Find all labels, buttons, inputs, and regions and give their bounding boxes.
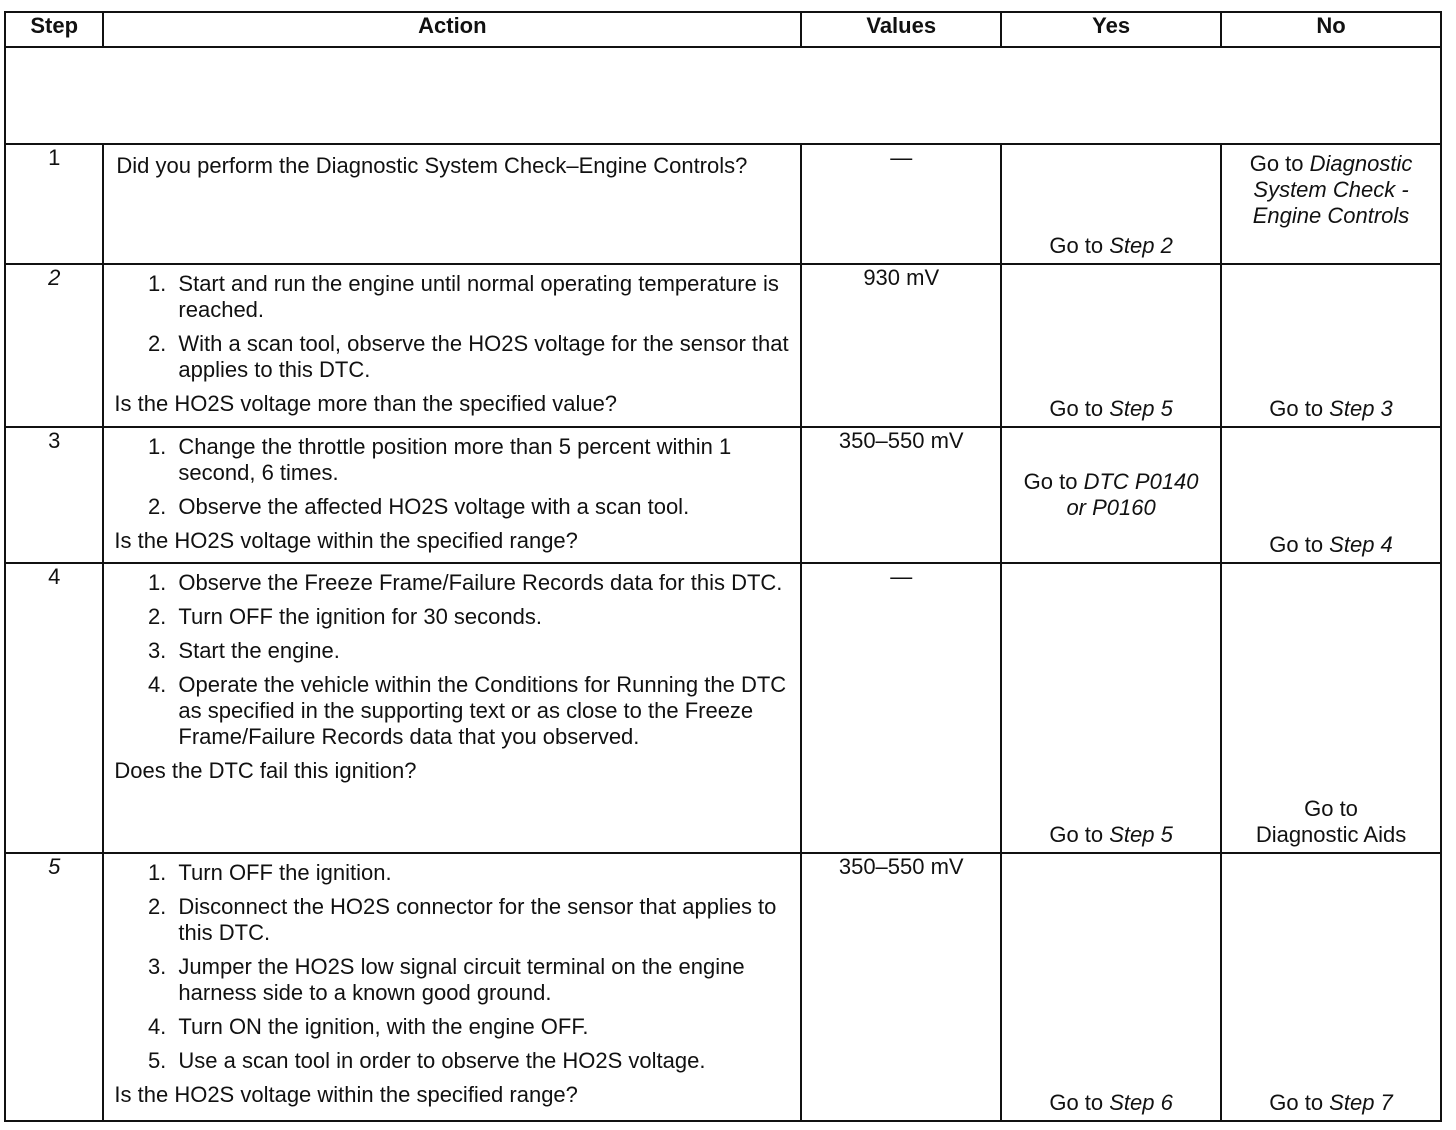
action-question: Does the DTC fail this ignition? [114, 758, 417, 783]
action-step: 1. Turn OFF the ignition. [172, 860, 792, 886]
value-cell: — [801, 563, 1001, 853]
action-step: 4. Turn ON the ignition, with the engine OFF. [172, 1014, 792, 1040]
no-cell[interactable] [1221, 264, 1441, 427]
no-link[interactable]: Go to Diagnostic Aids [1255, 796, 1407, 847]
header-no: No [1221, 12, 1441, 47]
action-step: 2. Disconnect the HO2S connector for the sensor that applies to this DTC. [172, 894, 792, 946]
diagnostic-table [4, 11, 1442, 1122]
action-step: 2. With a scan tool, observe the HO2S voltage for the sensor that applies to this DTC. [172, 331, 792, 383]
value-cell: 930 mV [801, 264, 1001, 427]
action-text: Did you perform the Diagnostic System Check–Engine Controls? [116, 153, 748, 178]
action-steps [114, 570, 792, 750]
action-step: 5. Use a scan tool in order to observe the HO2S voltage. [172, 1048, 792, 1074]
action-question: Is the HO2S voltage within the specified range? [114, 528, 578, 553]
value-cell: 350–550 mV [801, 427, 1001, 563]
action-step: 1. Observe the Freeze Frame/Failure Records data for this DTC. [172, 570, 792, 596]
action-cell [103, 427, 801, 563]
no-cell[interactable] [1221, 563, 1441, 853]
action-step: 4. Operate the vehicle within the Conditions for Running the DTC as specified in the supporting text or as close to the Freeze Frame/Failure Records data that you observed. [172, 672, 792, 750]
table-row [5, 427, 1441, 563]
value-cell: 350–550 mV [801, 853, 1001, 1121]
action-cell [103, 264, 801, 427]
no-link[interactable]: Go to Step 4 [1269, 532, 1393, 557]
step-number: 4 [5, 563, 103, 853]
table-row [5, 853, 1441, 1121]
table-row [5, 563, 1441, 853]
action-steps [114, 434, 792, 520]
yes-link[interactable]: Go to Step 2 [1049, 233, 1173, 258]
header-step: Step [5, 12, 103, 47]
yes-link[interactable]: Go to Step 5 [1049, 396, 1173, 421]
action-cell [103, 144, 801, 264]
no-link[interactable]: Go to Step 3 [1269, 396, 1393, 421]
step-number: 2 [5, 264, 103, 427]
step-number: 5 [5, 853, 103, 1121]
blank-row [5, 47, 1441, 144]
no-cell[interactable] [1221, 853, 1441, 1121]
yes-cell[interactable] [1001, 427, 1221, 563]
action-cell [103, 563, 801, 853]
action-step: 2. Turn OFF the ignition for 30 seconds. [172, 604, 792, 630]
value-cell: — [801, 144, 1001, 264]
action-question: Is the HO2S voltage more than the specified value? [114, 391, 618, 416]
yes-link[interactable]: Go to Step 6 [1049, 1090, 1173, 1115]
action-step: 3. Start the engine. [172, 638, 792, 664]
action-step: 3. Jumper the HO2S low signal circuit terminal on the engine harness side to a known good ground. [172, 954, 792, 1006]
action-steps [114, 271, 792, 383]
blank-cell [5, 47, 1441, 144]
yes-cell[interactable] [1001, 853, 1221, 1121]
yes-cell[interactable] [1001, 144, 1221, 264]
yes-link[interactable]: Go to Step 5 [1049, 822, 1173, 847]
step-number: 1 [5, 144, 103, 264]
no-cell[interactable] [1221, 427, 1441, 563]
no-link[interactable]: Go to Step 7 [1269, 1090, 1393, 1115]
no-cell[interactable] [1221, 144, 1441, 264]
action-step: 1. Change the throttle position more than 5 percent within 1 second, 6 times. [172, 434, 792, 486]
header-action: Action [103, 12, 801, 47]
header-yes: Yes [1001, 12, 1221, 47]
table-row [5, 144, 1441, 264]
yes-cell[interactable] [1001, 264, 1221, 427]
yes-link[interactable]: Go to DTC P0140 or P0160 [1023, 469, 1199, 520]
action-steps [114, 860, 792, 1074]
action-step: 1. Start and run the engine until normal operating temperature is reached. [172, 271, 792, 323]
header-row [5, 12, 1441, 47]
table-row [5, 264, 1441, 427]
no-link[interactable]: Go to Diagnostic System Check - Engine Controls [1249, 151, 1413, 228]
step-number: 3 [5, 427, 103, 563]
action-question: Is the HO2S voltage within the specified range? [114, 1082, 578, 1107]
yes-cell[interactable] [1001, 563, 1221, 853]
action-cell [103, 853, 801, 1121]
action-step: 2. Observe the affected HO2S voltage with a scan tool. [172, 494, 792, 520]
header-values: Values [801, 12, 1001, 47]
